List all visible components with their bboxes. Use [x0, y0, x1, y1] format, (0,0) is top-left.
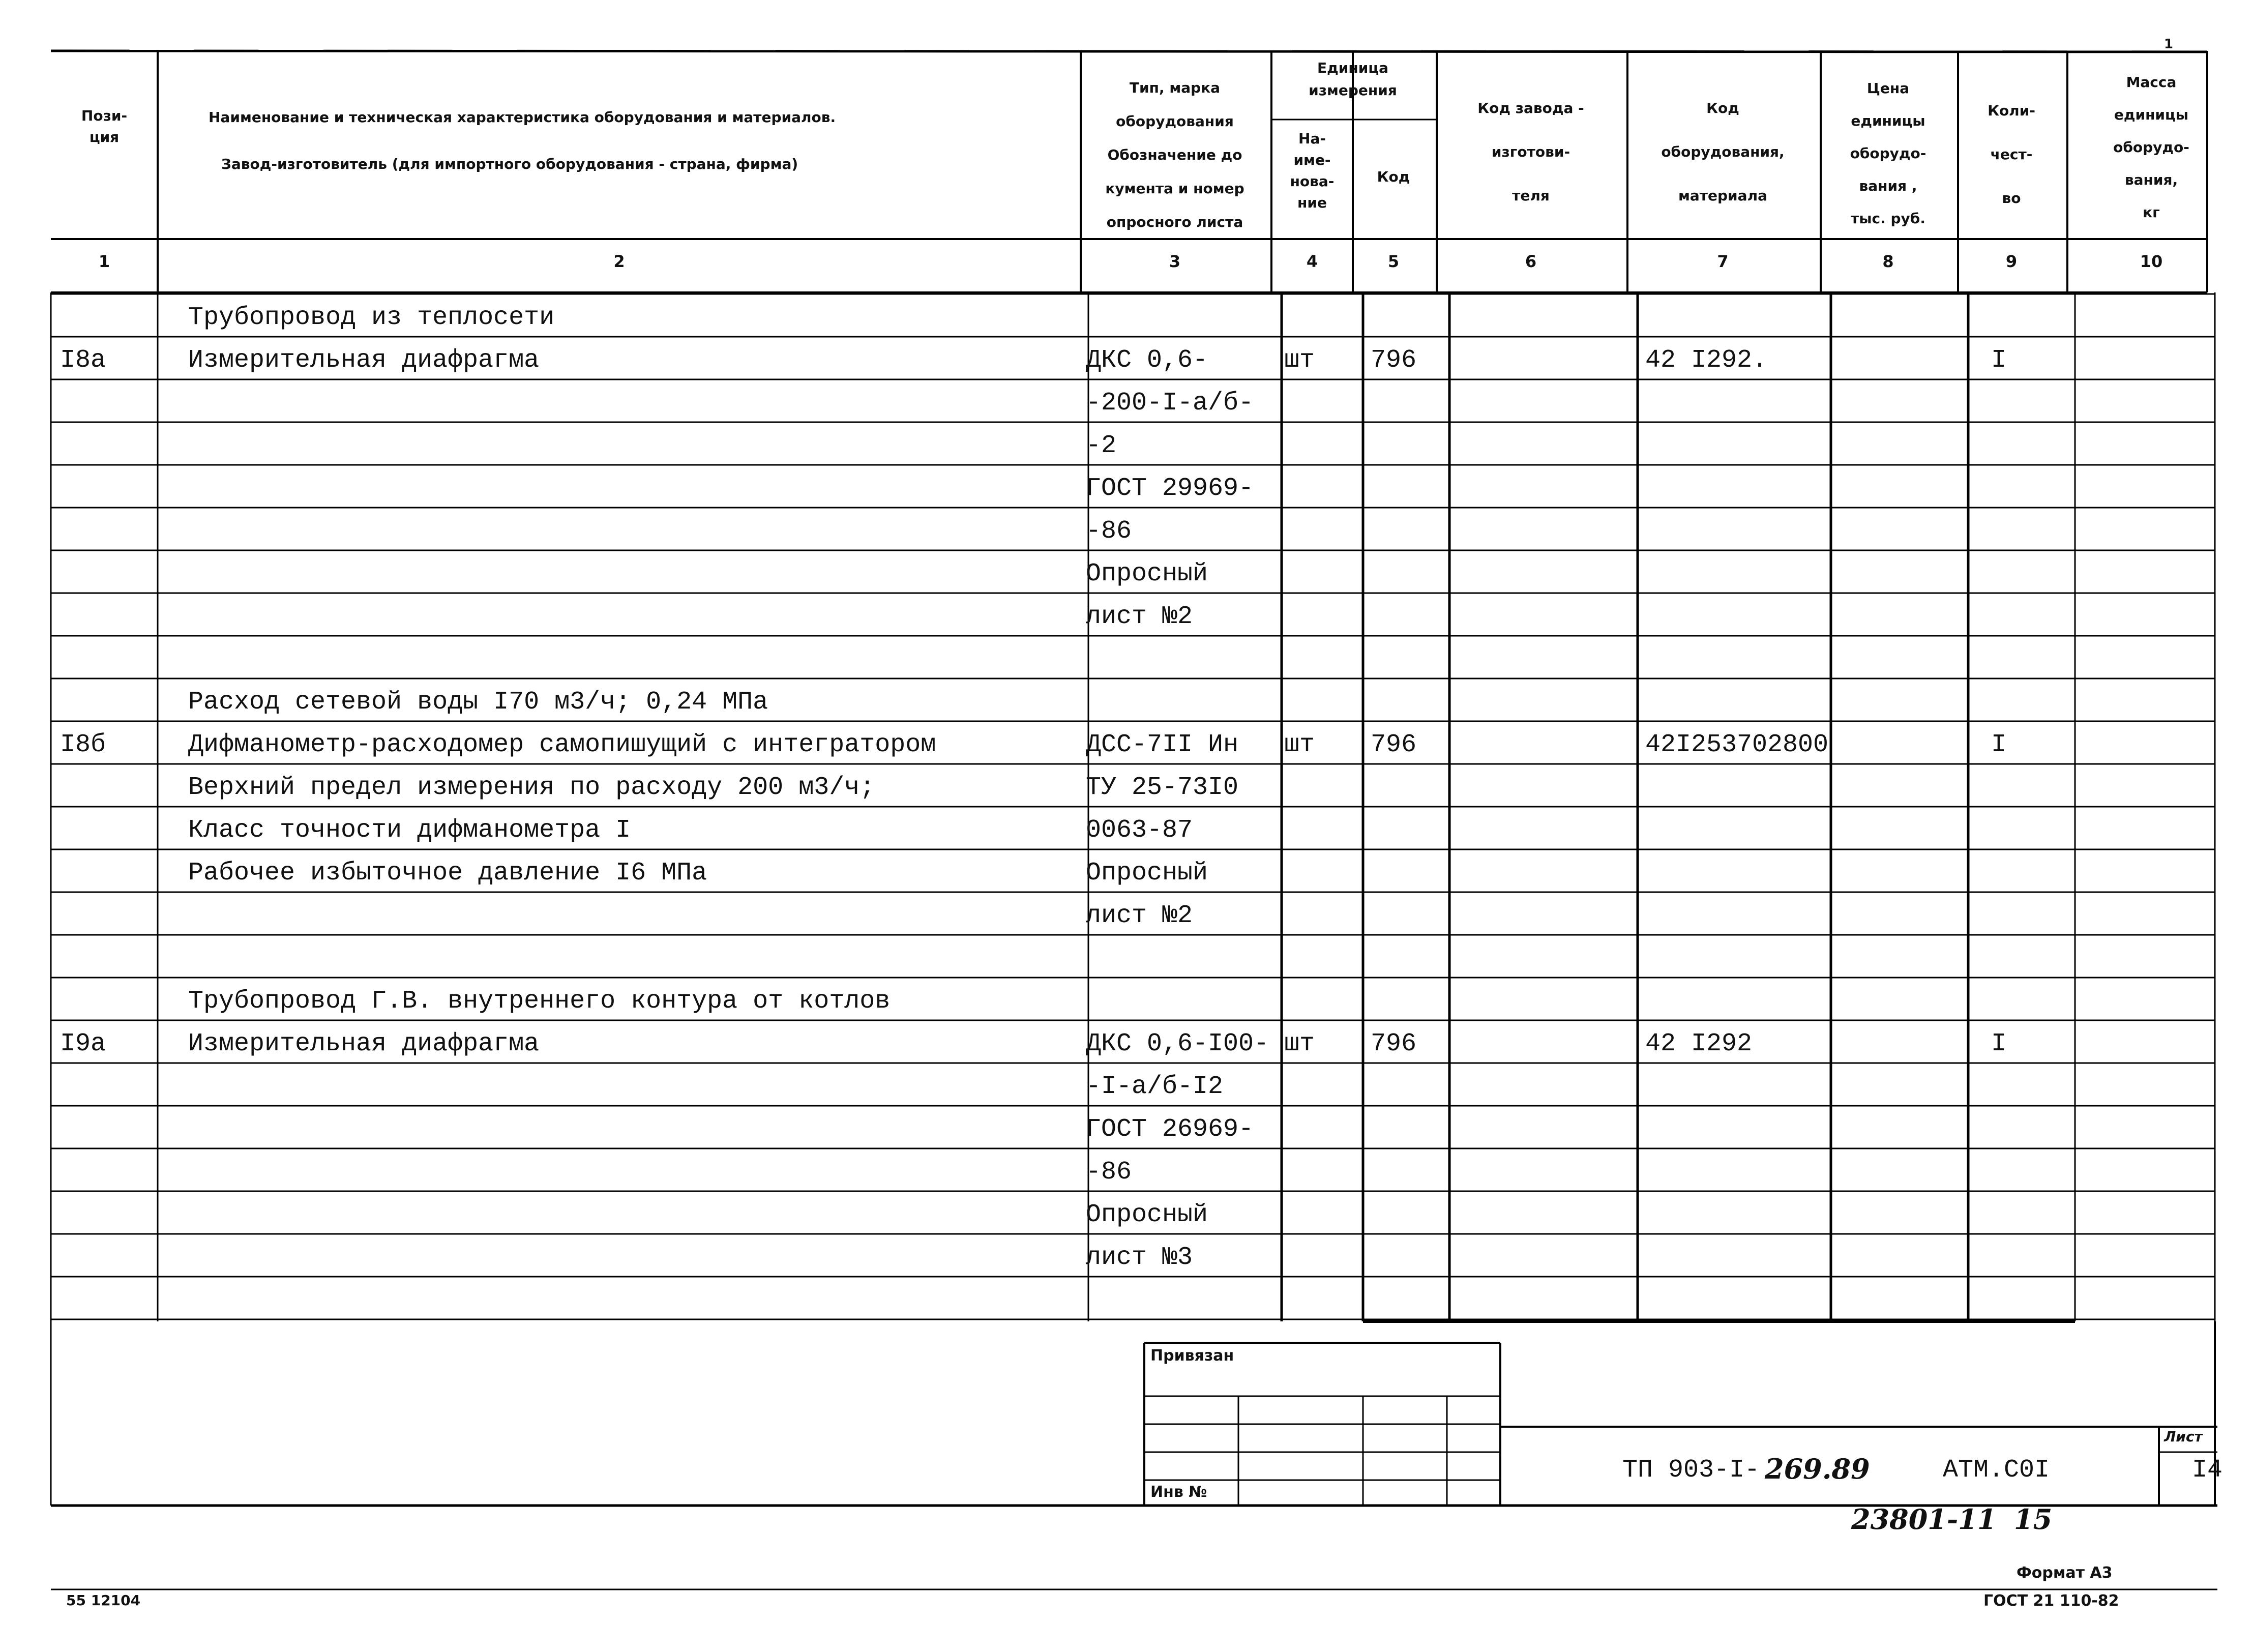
row-type: -86: [1086, 1158, 1132, 1187]
stamp-sheet-label: Лист: [2164, 1428, 2203, 1445]
stamp-privyazan: Привязан: [1150, 1347, 1234, 1365]
row-type: Опросный: [1086, 559, 1208, 588]
stamp-doc-prefix: ТП 903-I-: [1622, 1456, 1760, 1485]
row-name: Расход сетевой воды I70 м3/ч; 0,24 МПа: [188, 688, 768, 717]
col-number-1: 1: [98, 252, 110, 271]
row-quantity: I: [1991, 1029, 2007, 1058]
col-number-2: 2: [613, 252, 625, 271]
header-unit-code: Код: [1377, 168, 1410, 185]
row-name: Рабочее избыточное давление I6 МПа: [188, 859, 707, 888]
row-type: ГОСТ 29969-: [1086, 474, 1254, 503]
row-type: 0063-87: [1086, 816, 1193, 845]
row-name: Дифманометр-расходомер самопишущий с интегратором: [188, 730, 936, 759]
stamp-doc-handwritten: 269.89: [1765, 1453, 1870, 1485]
header-quantity: Коли- чест- во: [1988, 102, 2035, 206]
row-type: -200-I-а/б-: [1086, 389, 1254, 418]
col-number-3: 3: [1169, 252, 1181, 271]
header-equipment-code: Код оборудования, материала: [1661, 100, 1785, 204]
row-quantity: I: [1991, 346, 2007, 375]
col-number-5: 5: [1387, 252, 1400, 271]
gost-label: ГОСТ 21 110-82: [1983, 1592, 2119, 1610]
row-type: Опросный: [1086, 1200, 1208, 1229]
header-price: Цена единицы оборудо- вания , тыс. руб.: [1850, 80, 1926, 227]
archive-number: 23801-11: [1851, 1503, 1997, 1536]
row-unit-code: 796: [1371, 1029, 1417, 1058]
row-type: -86: [1086, 517, 1132, 546]
stamp-doc-code: АТМ.С0I: [1943, 1456, 2050, 1485]
row-quantity: I: [1991, 730, 2007, 759]
row-type: лист №2: [1086, 901, 1193, 930]
row-unit: шт: [1284, 1029, 1315, 1058]
row-equipment-code: 42 I292.: [1645, 346, 1768, 375]
header-type: Тип, марка оборудования Обозначение до кумента и номер опросного листа: [1105, 79, 1244, 230]
row-name: Верхний предел измерения по расходу 200 м3/ч;: [188, 773, 875, 802]
col-number-9: 9: [2005, 252, 2018, 271]
header-factory-code: Код завода - изготови- теля: [1477, 100, 1584, 204]
row-type: лист №2: [1086, 602, 1193, 631]
row-unit-code: 796: [1371, 346, 1417, 375]
header-name: Наименование и техническая характеристика оборудования и материалов. Завод-изготовитель (для импортного оборудования - страна, фирма): [209, 109, 836, 172]
row-position: I8а: [60, 346, 106, 375]
row-type: Опросный: [1086, 859, 1208, 888]
format-label: Формат А3: [2017, 1564, 2113, 1582]
row-type: ГОСТ 26969-: [1086, 1115, 1254, 1144]
stamp-sheet-number: I4: [2192, 1456, 2223, 1485]
row-position: I9а: [60, 1029, 106, 1058]
corner-mark: 1: [2164, 37, 2174, 52]
row-name: Измерительная диафрагма: [188, 346, 540, 375]
col-number-6: 6: [1525, 252, 1537, 271]
row-equipment-code: 42I253702800: [1645, 730, 1829, 759]
row-type: ДКС 0,6-: [1086, 346, 1208, 375]
corner-code: 55 12104: [66, 1592, 141, 1609]
row-type: ДСС-7II Ин: [1086, 730, 1239, 759]
header-unit-name: На- име- нова- ние: [1290, 130, 1335, 211]
row-type: ДКС 0,6-I00-: [1086, 1029, 1269, 1058]
row-name: Трубопровод из теплосети: [188, 303, 555, 332]
row-unit-code: 796: [1371, 730, 1417, 759]
header-position: Пози- ция: [81, 107, 128, 145]
stamp-inv-no: Инв №: [1150, 1483, 1207, 1501]
row-type: -2: [1086, 431, 1117, 460]
row-type: ТУ 25-73I0: [1086, 773, 1239, 802]
header-unit-group: Единица измерения: [1309, 60, 1397, 99]
row-name: Трубопровод Г.В. внутреннего контура от котлов: [188, 987, 891, 1016]
row-unit: шт: [1284, 730, 1315, 759]
row-position: I8б: [60, 730, 106, 759]
header-mass: Масса единицы оборудо- вания, кг: [2113, 74, 2189, 221]
row-type: лист №3: [1086, 1243, 1193, 1272]
row-equipment-code: 42 I292: [1645, 1029, 1753, 1058]
row-name: Класс точности дифманометра I: [188, 816, 631, 845]
col-number-8: 8: [1882, 252, 1894, 271]
row-unit: шт: [1284, 346, 1315, 375]
col-number-4: 4: [1306, 252, 1318, 271]
row-name: Измерительная диафрагма: [188, 1029, 540, 1058]
row-type: -I-а/б-I2: [1086, 1072, 1224, 1101]
archive-sheet: 15: [2014, 1503, 2053, 1536]
col-number-7: 7: [1717, 252, 1729, 271]
col-number-10: 10: [2140, 252, 2163, 271]
